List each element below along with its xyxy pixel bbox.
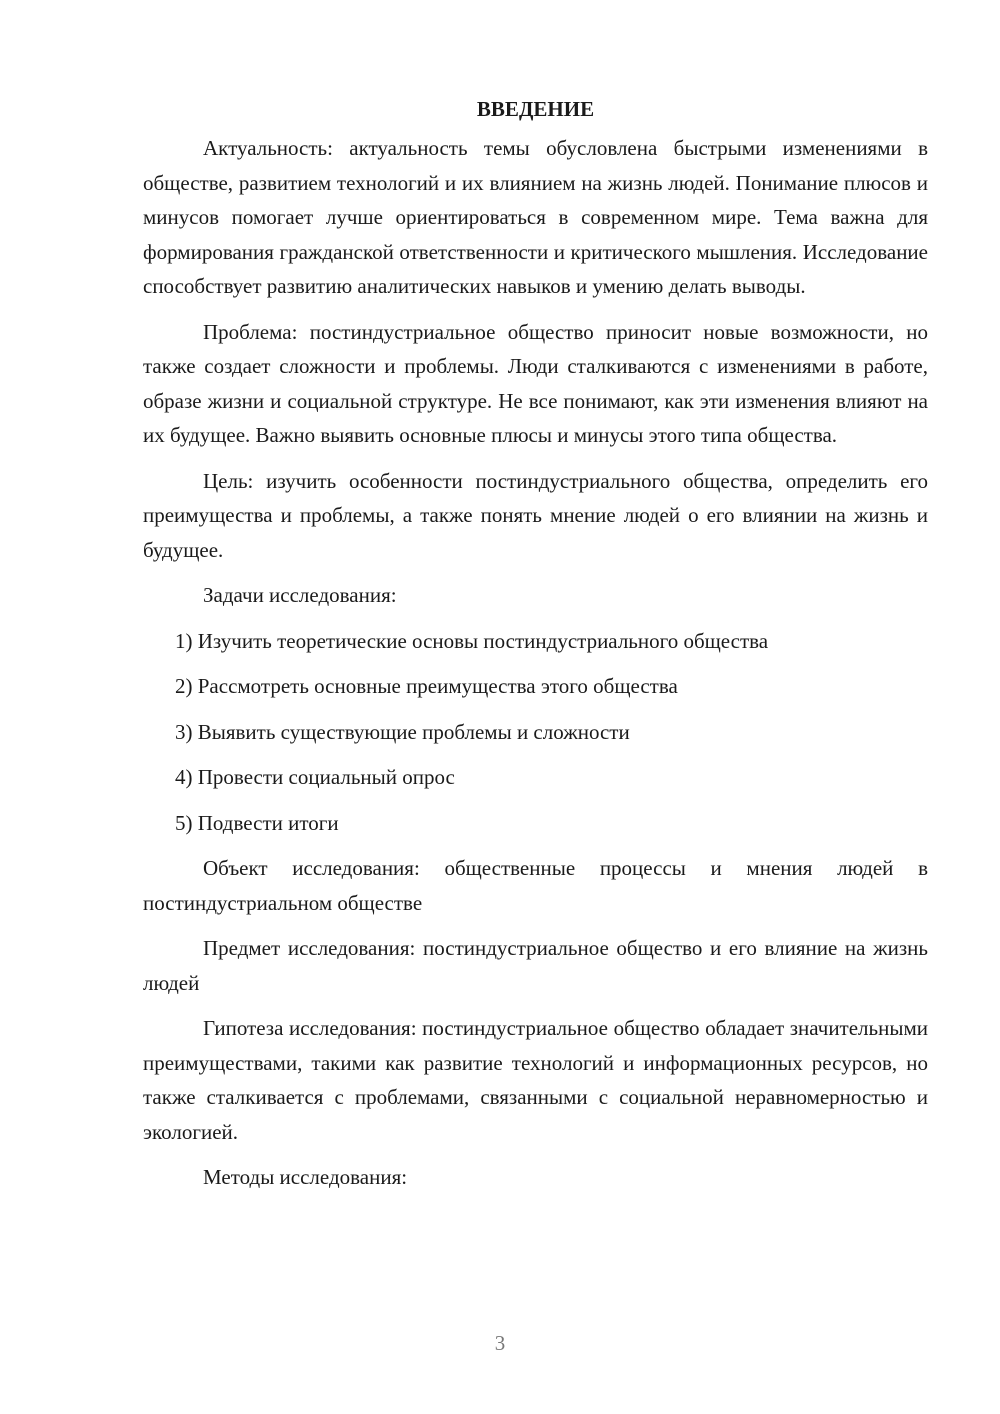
tasks-heading: Задачи исследования:	[203, 583, 397, 607]
list-item: 2) Рассмотреть основные преимущества этого общества	[175, 674, 678, 698]
page-title: ВВЕДЕНИЕ	[476, 97, 595, 121]
list-item: 4) Провести социальный опрос	[175, 765, 455, 789]
list-item: 5) Подвести итоги	[175, 810, 339, 835]
tasks-list	[143, 624, 928, 841]
document-page	[143, 92, 928, 1206]
methods-heading: Методы исследования:	[203, 1165, 408, 1189]
list-item: 1) Изучить теоретические основы постиндустриального общества	[175, 628, 769, 653]
list-item: 3) Выявить существующие проблемы и сложности	[175, 719, 630, 744]
problem-paragraph: Проблема: постиндустриальное общество приносит новые возможности, но также создает сложности и проблемы. Люди сталкиваются с изменениями в работе, образе жизни и социальной структуре. Не все понимают, как эти изменения влияют на их будущее. Важно выявить основные плюсы и минусы этого типа общества.	[143, 319, 928, 447]
relevance-paragraph: Актуальность: актуальность темы обусловлена быстрыми изменениями в обществе, развитием технологий и их влиянием на жизнь людей. Понимание плюсов и минусов помогает лучше ориентироваться в современном мире. Тема важна для формирования гражданской ответственности и критического мышления. Исследование способствует развитию аналитических навыков и умению делать выводы.	[143, 136, 928, 298]
subject-paragraph: Предмет исследования: постиндустриальное общество и его влияние на жизнь людей	[143, 936, 928, 995]
page-number: 3	[494, 1331, 506, 1355]
hypothesis-paragraph: Гипотеза исследования: постиндустриальное общество обладает значительными преимуществами, такими как развитие технологий и информационных ресурсов, но также сталкивается с проблемами, связанными с социальной неравномерностью и экологией.	[143, 1016, 928, 1144]
object-paragraph: Объект исследования: общественные процессы и мнения людей в постиндустриальном обществе	[143, 856, 928, 915]
goal-paragraph: Цель: изучить особенности постиндустриального общества, определить его преимущества и проблемы, а также понять мнение людей о его влиянии на жизнь и будущее.	[143, 468, 928, 562]
